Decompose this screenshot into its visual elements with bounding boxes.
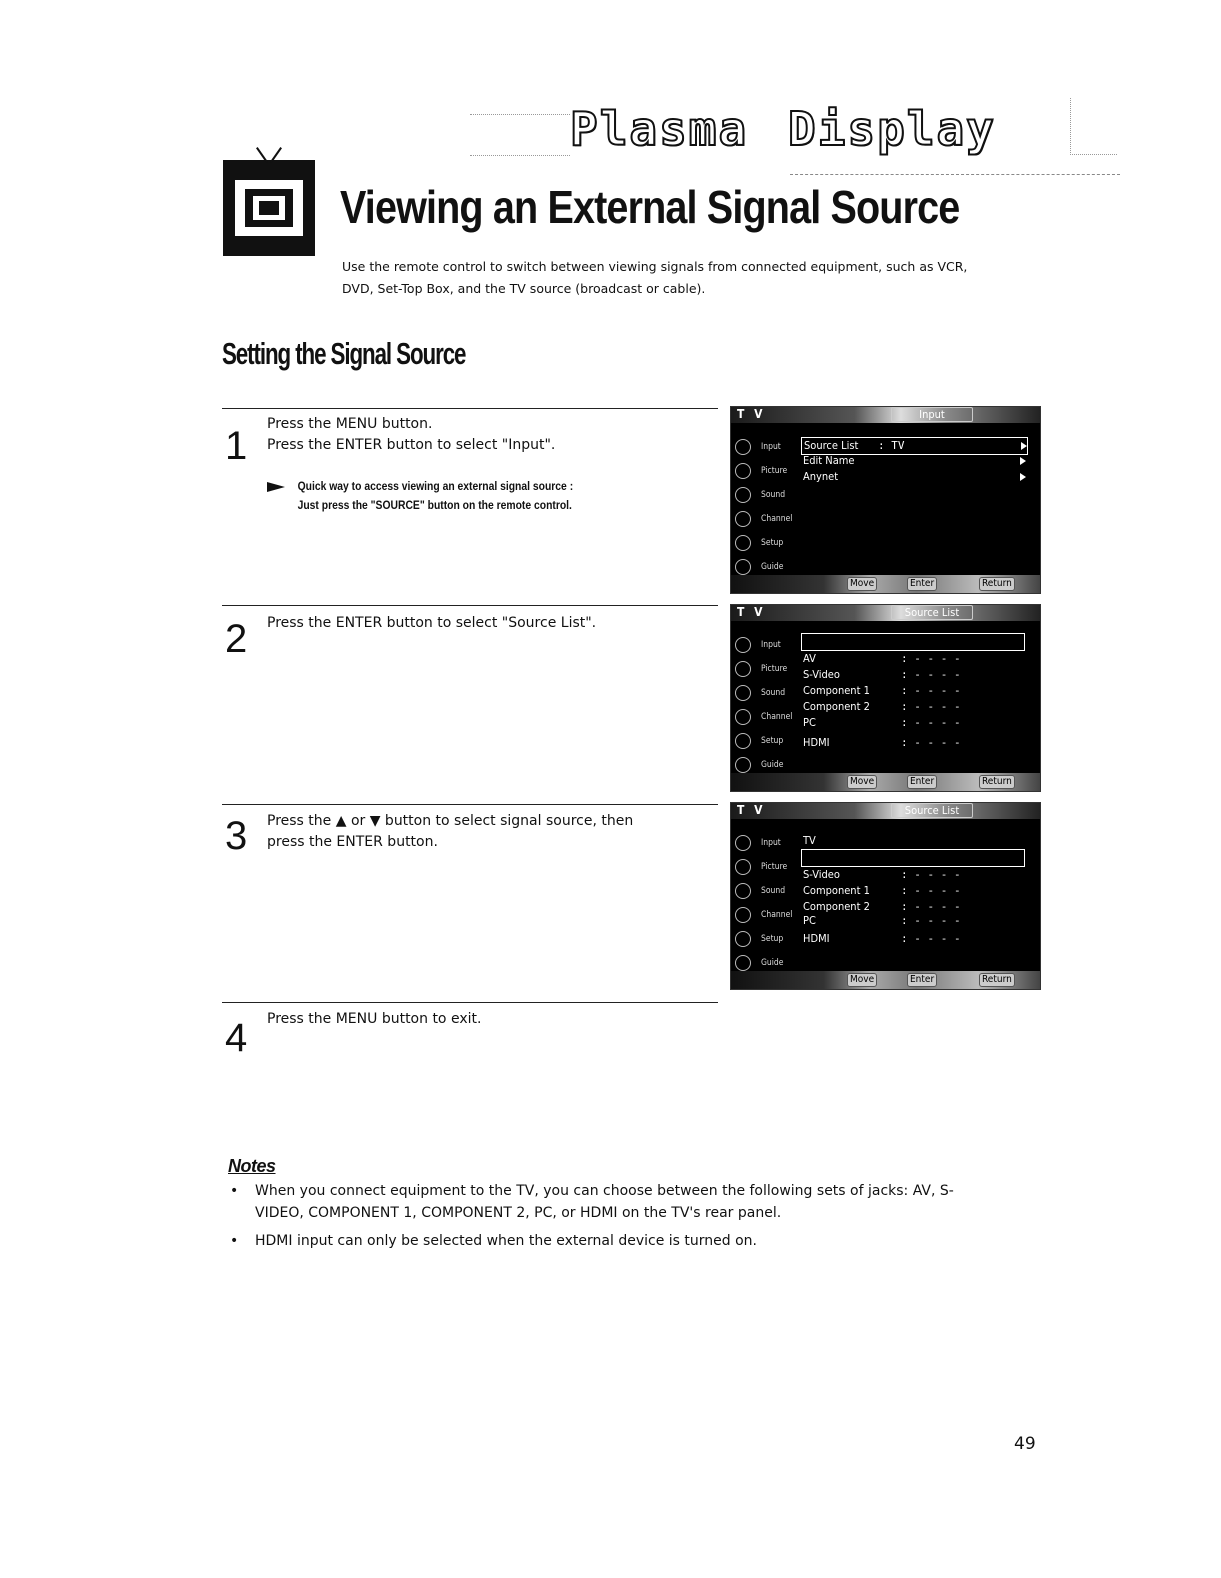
osd-row-anynet[interactable]: Anynet	[801, 469, 1026, 485]
osd-side-item-setup[interactable]: Setup	[733, 929, 797, 951]
osd-screen-source-list	[730, 604, 1041, 792]
osd-side-menu	[731, 821, 797, 971]
osd-hint-move: Move	[847, 775, 877, 789]
tip-note	[267, 478, 663, 516]
plasma-display-banner	[470, 92, 1120, 182]
step-number: 3	[225, 814, 248, 858]
osd-side-menu	[731, 623, 797, 773]
picture-icon	[735, 463, 751, 479]
step-line: Press the ENTER button to select "Input".	[267, 437, 556, 453]
osd-source-row[interactable]: S-Video : - - - -	[803, 868, 961, 881]
channel-icon	[735, 511, 751, 527]
osd-row-source-list[interactable]: Source List : TV	[801, 437, 1028, 455]
osd-footer	[731, 575, 1040, 593]
osd-hint-return: Return	[979, 577, 1015, 591]
osd-selection-box[interactable]	[801, 633, 1025, 651]
banner-word-plasma: Plasma	[570, 102, 749, 156]
step-line: Press the ENTER button to select "Source List".	[267, 615, 597, 631]
guide-icon	[735, 955, 751, 971]
osd-hint-enter: Enter	[907, 973, 937, 987]
step-divider	[222, 804, 718, 805]
osd-hint-return: Return	[979, 973, 1015, 987]
step-3	[222, 804, 718, 994]
osd-side-item-channel[interactable]: Channel	[733, 707, 797, 729]
osd-selection-box[interactable]	[801, 849, 1025, 867]
osd-side-item-input[interactable]: Input	[733, 437, 797, 459]
osd-source-row[interactable]: AV : - - - -	[803, 652, 961, 665]
osd-menu-title: Source List	[891, 803, 973, 818]
tv-icon	[223, 160, 315, 256]
osd-side-item-sound[interactable]: Sound	[733, 485, 797, 507]
step-4	[222, 1002, 718, 1082]
osd-hint-enter: Enter	[907, 775, 937, 789]
osd-screen-input	[730, 406, 1041, 594]
setup-icon	[735, 931, 751, 947]
osd-source-row[interactable]: PC : - - - -	[803, 716, 961, 729]
input-icon	[735, 835, 751, 851]
banner-decoration	[470, 114, 570, 156]
osd-source-row[interactable]: HDMI : - - - -	[803, 736, 961, 749]
osd-side-item-guide[interactable]: Guide	[733, 953, 797, 975]
osd-side-item-picture[interactable]: Picture	[733, 461, 797, 483]
step-divider	[222, 1002, 718, 1003]
osd-tv-label: T V	[737, 407, 766, 421]
osd-tv-label: T V	[737, 605, 766, 619]
banner-word-display: Display	[788, 102, 996, 156]
osd-footer	[731, 971, 1040, 989]
step-divider	[222, 408, 718, 409]
osd-hint-return: Return	[979, 775, 1015, 789]
osd-side-item-sound[interactable]: Sound	[733, 881, 797, 903]
osd-side-item-setup[interactable]: Setup	[733, 533, 797, 555]
osd-source-row[interactable]: PC : - - - -	[803, 914, 961, 927]
tip-line: Quick way to access viewing an external signal source :	[297, 481, 574, 493]
step-line: Press the ▲ or ▼ button to select signal source, then	[267, 813, 634, 829]
tip-line: Just press the "SOURCE" button on the remote control.	[297, 500, 572, 512]
arrow-right-icon	[1020, 457, 1026, 465]
osd-source-row[interactable]: Component 1 : - - - -	[803, 884, 961, 897]
osd-footer	[731, 773, 1040, 791]
step-2	[222, 605, 718, 795]
guide-icon	[735, 559, 751, 575]
step-line: Press the MENU button.	[267, 416, 433, 432]
setup-icon	[735, 535, 751, 551]
osd-side-item-guide[interactable]: Guide	[733, 755, 797, 777]
osd-source-row[interactable]: Component 1 : - - - -	[803, 684, 961, 697]
banner-rule	[790, 174, 1120, 175]
banner-corner-decoration	[1070, 98, 1117, 155]
step-number: 4	[225, 1016, 248, 1060]
note-item: • When you connect equipment to the TV, you can choose between the following sets of jacks: AV, S-VIDEO, COMPONENT 1, COMPONENT 2, PC, or HDMI on the TV's rear panel.	[228, 1180, 998, 1224]
osd-side-item-picture[interactable]: Picture	[733, 659, 797, 681]
osd-source-row[interactable]: HDMI : - - - -	[803, 932, 961, 945]
step-number: 2	[225, 617, 248, 661]
osd-row-edit-name[interactable]: Edit Name	[801, 453, 1026, 469]
setup-icon	[735, 733, 751, 749]
sound-icon	[735, 883, 751, 899]
osd-panel	[797, 623, 1040, 773]
step-divider	[222, 605, 718, 606]
osd-menu-title: Source List	[891, 605, 973, 620]
step-1	[222, 408, 718, 598]
osd-source-row[interactable]: Component 2 : - - - -	[803, 700, 961, 713]
osd-side-item-input[interactable]: Input	[733, 833, 797, 855]
osd-side-menu	[731, 425, 797, 575]
note-item: • HDMI input can only be selected when the external device is turned on.	[228, 1230, 998, 1252]
picture-icon	[735, 859, 751, 875]
osd-side-item-setup[interactable]: Setup	[733, 731, 797, 753]
page-number: 49	[1014, 1434, 1036, 1454]
osd-side-item-guide[interactable]: Guide	[733, 557, 797, 579]
osd-source-row[interactable]: TV	[803, 834, 816, 847]
guide-icon	[735, 757, 751, 773]
page-title: Viewing an External Signal Source	[340, 181, 960, 233]
osd-tv-label: T V	[737, 803, 766, 817]
notes-list	[228, 1180, 998, 1258]
section-title: Setting the Signal Source	[222, 336, 466, 371]
step-line: press the ENTER button.	[267, 834, 438, 850]
osd-source-row[interactable]: Component 2 : - - - -	[803, 900, 961, 913]
osd-hint-move: Move	[847, 577, 877, 591]
osd-side-item-channel[interactable]: Channel	[733, 905, 797, 927]
arrow-right-icon	[1021, 442, 1027, 450]
osd-menu-title: Input	[891, 407, 973, 422]
channel-icon	[735, 709, 751, 725]
arrow-right-icon	[1020, 473, 1026, 481]
input-icon	[735, 439, 751, 455]
osd-hint-enter: Enter	[907, 577, 937, 591]
osd-side-item-input[interactable]: Input	[733, 635, 797, 657]
osd-hint-move: Move	[847, 973, 877, 987]
osd-panel	[797, 425, 1040, 575]
picture-icon	[735, 661, 751, 677]
osd-panel	[797, 821, 1040, 971]
arrow-right-icon	[267, 482, 285, 492]
sound-icon	[735, 487, 751, 503]
input-icon	[735, 637, 751, 653]
step-number: 1	[225, 424, 248, 468]
osd-side-item-picture[interactable]: Picture	[733, 857, 797, 879]
channel-icon	[735, 907, 751, 923]
osd-source-row[interactable]: S-Video : - - - -	[803, 668, 961, 681]
osd-side-item-channel[interactable]: Channel	[733, 509, 797, 531]
antenna-icon	[253, 146, 287, 166]
intro-paragraph: Use the remote control to switch between viewing signals from connected equipment, such as VCR, DVD, Set-Top Box, and the TV source (broadcast or cable).	[342, 259, 968, 296]
notes-title: Notes	[228, 1156, 276, 1176]
sound-icon	[735, 685, 751, 701]
step-line: Press the MENU button to exit.	[267, 1011, 482, 1027]
osd-side-item-sound[interactable]: Sound	[733, 683, 797, 705]
osd-screen-source-list-selected	[730, 802, 1041, 990]
